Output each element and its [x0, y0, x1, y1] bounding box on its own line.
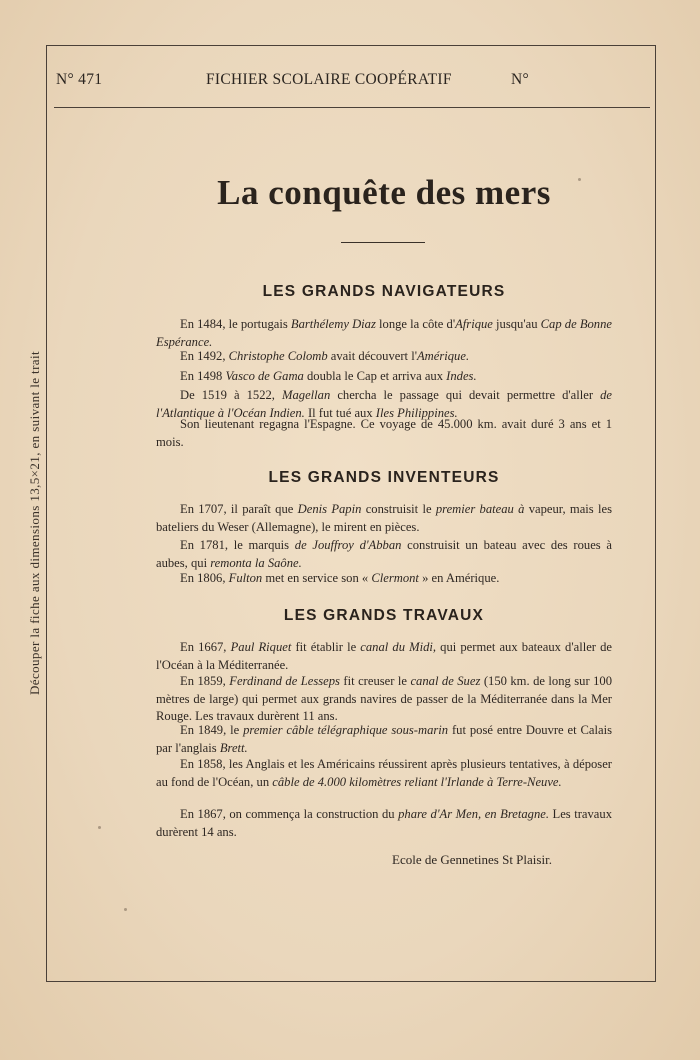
paragraph	[156, 570, 612, 588]
italic-term: Clermont	[371, 571, 419, 585]
paragraph	[156, 501, 612, 536]
italic-term: Cap de Bonne Espérance.	[156, 317, 612, 349]
italic-term: Magellan	[282, 388, 331, 402]
italic-term: Indes.	[446, 369, 477, 383]
paragraph	[156, 756, 612, 791]
italic-term: Fulton	[228, 571, 263, 585]
text-run: En 1849, le	[180, 723, 244, 737]
paragraph	[156, 639, 612, 674]
italic-term: premier câble télégraphique sous-marin	[243, 723, 449, 737]
paragraph	[156, 722, 612, 757]
text-run: fut posé entre Douvre et Calais par l'anglais	[156, 723, 612, 755]
italic-term: de Jouffroy d'Abban	[294, 538, 402, 552]
text-run: fit creuser le	[339, 674, 411, 688]
italic-term: Amérique.	[416, 349, 470, 363]
italic-term: de l'Atlantique à l'Océan Indien.	[156, 388, 612, 420]
text-run: En 1707, il paraît que	[180, 502, 298, 516]
italic-term: phare d'Ar Men, en Bretagne.	[398, 807, 549, 821]
text-run: En 1806,	[180, 571, 229, 585]
title-divider	[341, 242, 425, 243]
text-run: » en Amérique.	[418, 571, 500, 585]
page-title: La conquête des mers	[217, 173, 551, 212]
text-run: fit établir le	[291, 640, 361, 654]
italic-term: Ferdinand de Lesseps	[229, 674, 340, 688]
italic-term: canal du Midi,	[360, 640, 437, 654]
text-run: longe la côte d'	[375, 317, 456, 331]
sheet-number: N° 471	[56, 71, 103, 88]
text-run: En 1484, le portugais	[180, 317, 291, 331]
text-run: En 1858, les Anglais et les Américains réussirent après plusieurs tentatives, à déposer au fond de l'Océan, un	[156, 757, 612, 789]
paragraph	[156, 806, 612, 841]
text-run: construisit le	[361, 502, 436, 516]
text-run: En 1867, on commença la construction du	[180, 807, 399, 821]
italic-term: Christophe Colomb	[228, 349, 328, 363]
italic-term: Vasco de Gama	[225, 369, 304, 383]
section-heading-navigateurs: LES GRANDS NAVIGATEURS	[262, 283, 506, 300]
text-run: construisit un bateau avec des roues à aubes, qui	[156, 538, 612, 570]
sheet-number-right: N°	[511, 71, 529, 88]
paper-speck	[98, 826, 101, 829]
paragraph	[156, 537, 612, 572]
text-run: qui permet aux bateaux d'aller de l'Océan à la Méditerranée.	[156, 640, 612, 672]
italic-term: premier bateau à	[435, 502, 525, 516]
italic-term: Barthélemy Diaz	[290, 317, 376, 331]
header-title: FICHIER SCOLAIRE COOPÉRATIF	[206, 71, 452, 88]
section-heading-inventeurs: LES GRANDS INVENTEURS	[268, 469, 500, 486]
text-run: Les travaux durèrent 14 ans.	[156, 807, 612, 839]
text-run: Il fut tué aux	[304, 405, 376, 420]
italic-term: câble de 4.000 kilomètres reliant l'Irlande à Terre-Neuve.	[272, 774, 562, 789]
italic-term: Iles Philippines.	[375, 405, 458, 420]
text-run: avait découvert l'	[327, 349, 417, 363]
text-run: En 1498	[180, 369, 226, 383]
section-heading-travaux: LES GRANDS TRAVAUX	[283, 607, 485, 624]
text-run: En 1859,	[180, 674, 230, 688]
text-run: (150 km. de long sur 100 mètres de large) qui permet aux grands navires de passer de la Méditerranée dans la Mer Rouge. Les travaux durèrent 11 ans.	[156, 674, 613, 723]
text-run: De 1519 à 1522,	[180, 388, 282, 402]
paragraph	[156, 368, 612, 386]
text-run: En 1781, le marquis	[180, 538, 295, 552]
text-run: doubla le Cap et arriva aux	[303, 369, 447, 383]
paper-speck	[578, 178, 581, 181]
text-run: chercha le passage qui devait permettre d'aller	[330, 388, 601, 402]
paragraph	[156, 416, 612, 451]
paper-speck	[124, 908, 127, 911]
cutting-instruction: Découper la fiche aux dimensions 13,5×21, en suivant le trait	[27, 350, 42, 696]
italic-term: remonta la Saône.	[210, 555, 302, 570]
italic-term: Brett.	[219, 740, 248, 755]
school-signature: Ecole de Gennetines St Plaisir.	[392, 852, 552, 867]
text-run: met en service son «	[262, 571, 372, 585]
italic-term: Denis Papin	[297, 502, 362, 516]
text-run: Son lieutenant regagna l'Espagne. Ce voyage de 45.000 km. avait duré 3 ans et 1 mois.	[156, 417, 612, 449]
text-run: vapeur, mais les bateliers du Weser (Allemagne), le mirent en pièces.	[156, 502, 612, 534]
header	[46, 63, 656, 103]
header-divider	[54, 107, 650, 108]
italic-term: Afrique	[455, 317, 493, 331]
paragraph	[156, 316, 612, 351]
text-run: jusqu'au	[492, 317, 541, 331]
text-run: En 1492,	[180, 349, 229, 363]
paragraph	[156, 673, 612, 726]
text-run: En 1667,	[180, 640, 231, 654]
italic-term: Paul Riquet	[230, 640, 292, 654]
paragraph	[156, 348, 612, 366]
italic-term: canal de Suez	[410, 674, 481, 688]
